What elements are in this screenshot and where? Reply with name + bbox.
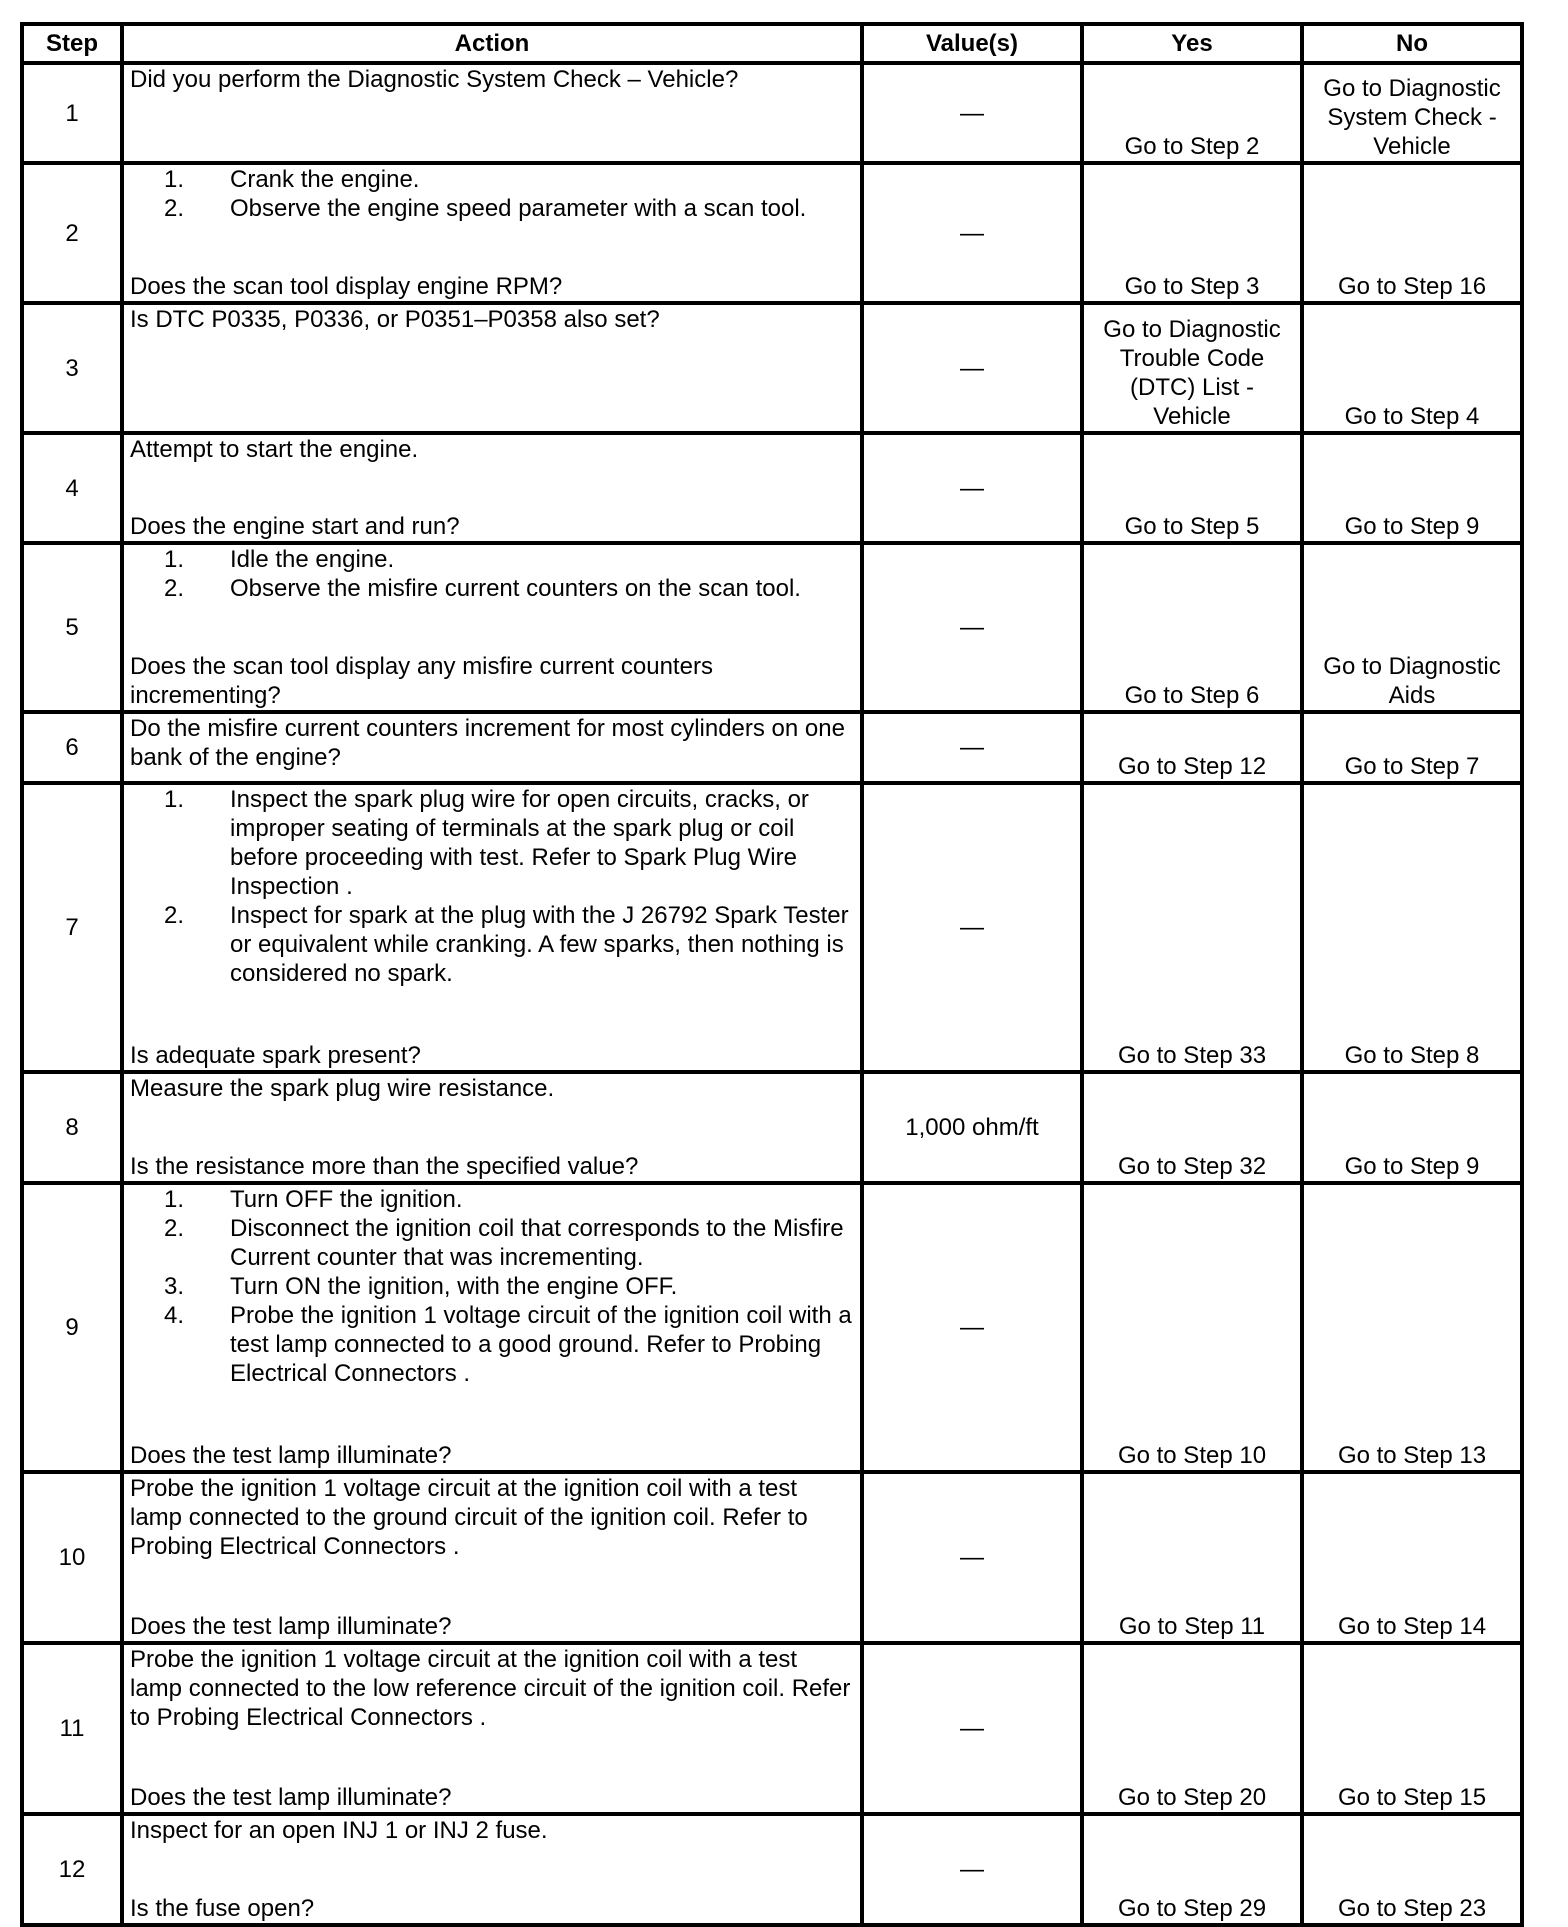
- action-step-item: Inspect for spark at the plug with the J 26792 Spark Tester or equivalent while cranking. A few sparks, then nothing is considered no spark.: [230, 902, 849, 987]
- action-question: Is the fuse open?: [130, 1895, 315, 1922]
- table-row: [22, 433, 1522, 543]
- action-question: Is adequate spark present?: [130, 1042, 421, 1069]
- step-number: 1: [22, 63, 122, 163]
- no-cell: Go to Step 9: [1302, 433, 1522, 543]
- action-cell: [122, 1643, 862, 1814]
- header-yes: Yes: [1082, 24, 1302, 63]
- step-number: 3: [22, 303, 122, 433]
- no-cell: Go to Step 8: [1302, 783, 1522, 1072]
- value-cell: —: [862, 783, 1082, 1072]
- action-top: [130, 785, 854, 988]
- step-number: 2: [22, 163, 122, 303]
- action-cell: [122, 1183, 862, 1472]
- action-cell: [122, 163, 862, 303]
- action-content: [130, 545, 854, 710]
- action-top: [130, 1185, 854, 1388]
- action-content: [130, 165, 854, 301]
- step-number: 10: [22, 1472, 122, 1643]
- action-cell: [122, 543, 862, 712]
- action-step-item: Turn ON the ignition, with the engine OFF.: [230, 1273, 678, 1300]
- action-top: [130, 65, 854, 94]
- action-steps-list: [130, 1185, 854, 1388]
- action-question: Does the scan tool display any misfire current counters incrementing?: [130, 653, 713, 709]
- value-cell: —: [862, 1472, 1082, 1643]
- value-cell: —: [862, 543, 1082, 712]
- table-row: [22, 163, 1522, 303]
- value-cell: —: [862, 712, 1082, 783]
- action-top: [130, 1816, 854, 1845]
- action-steps-list: [130, 785, 854, 988]
- action-cell: [122, 1814, 862, 1925]
- action-intro: Did you perform the Diagnostic System Check – Vehicle?: [130, 66, 739, 93]
- action-content: [130, 714, 854, 781]
- action-step-item: Probe the ignition 1 voltage circuit of the ignition coil with a test lamp connected to a good ground. Refer to Probing Electrical Connectors .: [230, 1302, 852, 1387]
- action-top: [130, 1645, 854, 1732]
- step-number: 11: [22, 1643, 122, 1814]
- action-intro: Is DTC P0335, P0336, or P0351–P0358 also set?: [130, 306, 660, 333]
- action-question: Does the test lamp illuminate?: [130, 1784, 452, 1811]
- action-intro: Inspect for an open INJ 1 or INJ 2 fuse.: [130, 1817, 548, 1844]
- step-number: 8: [22, 1072, 122, 1183]
- yes-cell: Go to Step 10: [1082, 1183, 1302, 1472]
- table-row: [22, 1183, 1522, 1472]
- action-top: [130, 435, 854, 464]
- action-step-item: Turn OFF the ignition.: [230, 1186, 463, 1213]
- action-content: [130, 1645, 854, 1812]
- table-row: [22, 1814, 1522, 1925]
- value-cell: —: [862, 1814, 1082, 1925]
- action-top: [130, 714, 854, 772]
- step-number: 5: [22, 543, 122, 712]
- yes-cell: Go to Step 29: [1082, 1814, 1302, 1925]
- action-top: [130, 545, 854, 603]
- step-number: 6: [22, 712, 122, 783]
- no-cell: Go to Step 4: [1302, 303, 1522, 433]
- table-row: [22, 1072, 1522, 1183]
- header-action: Action: [122, 24, 862, 63]
- yes-cell: Go to Step 33: [1082, 783, 1302, 1072]
- action-steps-list: [130, 545, 854, 603]
- action-step-item: Inspect the spark plug wire for open circuits, cracks, or improper seating of terminals at the spark plug or coil before proceeding with test. Refer to Spark Plug Wire Inspection .: [230, 786, 809, 900]
- value-cell: —: [862, 163, 1082, 303]
- no-cell: Go to Step 14: [1302, 1472, 1522, 1643]
- yes-cell: Go to Step 20: [1082, 1643, 1302, 1814]
- table-row: [22, 1472, 1522, 1643]
- action-question: Does the engine start and run?: [130, 513, 460, 540]
- value-cell: —: [862, 63, 1082, 163]
- header-no: No: [1302, 24, 1522, 63]
- action-content: [130, 435, 854, 541]
- action-step-item: Observe the engine speed parameter with a scan tool.: [230, 195, 807, 222]
- diagnostic-table: [20, 22, 1524, 1927]
- no-cell: Go to Step 7: [1302, 712, 1522, 783]
- step-number: 7: [22, 783, 122, 1072]
- action-steps-list: [130, 165, 854, 223]
- step-number: 9: [22, 1183, 122, 1472]
- action-step-item: Idle the engine.: [230, 546, 395, 573]
- value-cell: —: [862, 1183, 1082, 1472]
- action-intro: Attempt to start the engine.: [130, 436, 419, 463]
- step-number: 12: [22, 1814, 122, 1925]
- table-row: [22, 303, 1522, 433]
- action-cell: [122, 63, 862, 163]
- header-row: [22, 24, 1522, 63]
- action-cell: [122, 783, 862, 1072]
- action-cell: [122, 1472, 862, 1643]
- table-body: [22, 63, 1522, 1925]
- action-content: [130, 305, 854, 431]
- action-content: [130, 785, 854, 1070]
- table-row: [22, 543, 1522, 712]
- action-cell: [122, 433, 862, 543]
- action-question: Is the resistance more than the specified value?: [130, 1153, 639, 1180]
- action-content: [130, 1474, 854, 1641]
- value-cell: 1,000 ohm/ft: [862, 1072, 1082, 1183]
- action-top: [130, 1074, 854, 1103]
- action-intro: Probe the ignition 1 voltage circuit at the ignition coil with a test lamp connected to the low reference circuit of the ignition coil. Refer to Probing Electrical Connectors .: [130, 1646, 851, 1731]
- step-number: 4: [22, 433, 122, 543]
- action-intro: Measure the spark plug wire resistance.: [130, 1075, 555, 1102]
- value-cell: —: [862, 1643, 1082, 1814]
- action-question: Does the test lamp illuminate?: [130, 1442, 452, 1469]
- action-content: [130, 1185, 854, 1470]
- action-question: Does the test lamp illuminate?: [130, 1613, 452, 1640]
- action-content: [130, 1816, 854, 1923]
- yes-cell: Go to Step 3: [1082, 163, 1302, 303]
- yes-cell: Go to Step 2: [1082, 63, 1302, 163]
- table-row: [22, 783, 1522, 1072]
- action-content: [130, 1074, 854, 1181]
- yes-cell: Go to Diagnostic Trouble Code (DTC) List - Vehicle: [1082, 303, 1302, 433]
- yes-cell: Go to Step 6: [1082, 543, 1302, 712]
- action-cell: [122, 303, 862, 433]
- yes-cell: Go to Step 5: [1082, 433, 1302, 543]
- action-step-item: Disconnect the ignition coil that corresponds to the Misfire Current counter that was incrementing.: [230, 1215, 844, 1271]
- table-row: [22, 1643, 1522, 1814]
- yes-cell: Go to Step 11: [1082, 1472, 1302, 1643]
- value-cell: —: [862, 433, 1082, 543]
- action-intro: Probe the ignition 1 voltage circuit at the ignition coil with a test lamp connected to the ground circuit of the ignition coil. Refer to Probing Electrical Connectors .: [130, 1475, 808, 1560]
- no-cell: Go to Step 15: [1302, 1643, 1522, 1814]
- no-cell: Go to Diagnostic Aids: [1302, 543, 1522, 712]
- yes-cell: Go to Step 32: [1082, 1072, 1302, 1183]
- no-cell: Go to Step 9: [1302, 1072, 1522, 1183]
- action-top: [130, 1474, 854, 1561]
- table-row: [22, 63, 1522, 163]
- action-cell: [122, 1072, 862, 1183]
- no-cell: Go to Diagnostic System Check - Vehicle: [1302, 63, 1522, 163]
- action-content: [130, 65, 854, 161]
- no-cell: Go to Step 13: [1302, 1183, 1522, 1472]
- header-step: Step: [22, 24, 122, 63]
- action-step-item: Observe the misfire current counters on the scan tool.: [230, 575, 801, 602]
- no-cell: Go to Step 23: [1302, 1814, 1522, 1925]
- action-top: [130, 165, 854, 223]
- value-cell: —: [862, 303, 1082, 433]
- action-cell: [122, 712, 862, 783]
- action-top: [130, 305, 854, 334]
- header-values: Value(s): [862, 24, 1082, 63]
- yes-cell: Go to Step 12: [1082, 712, 1302, 783]
- no-cell: Go to Step 16: [1302, 163, 1522, 303]
- action-question: Does the scan tool display engine RPM?: [130, 273, 563, 300]
- table-row: [22, 712, 1522, 783]
- action-step-item: Crank the engine.: [230, 166, 420, 193]
- action-intro: Do the misfire current counters increment for most cylinders on one bank of the engine?: [130, 715, 845, 771]
